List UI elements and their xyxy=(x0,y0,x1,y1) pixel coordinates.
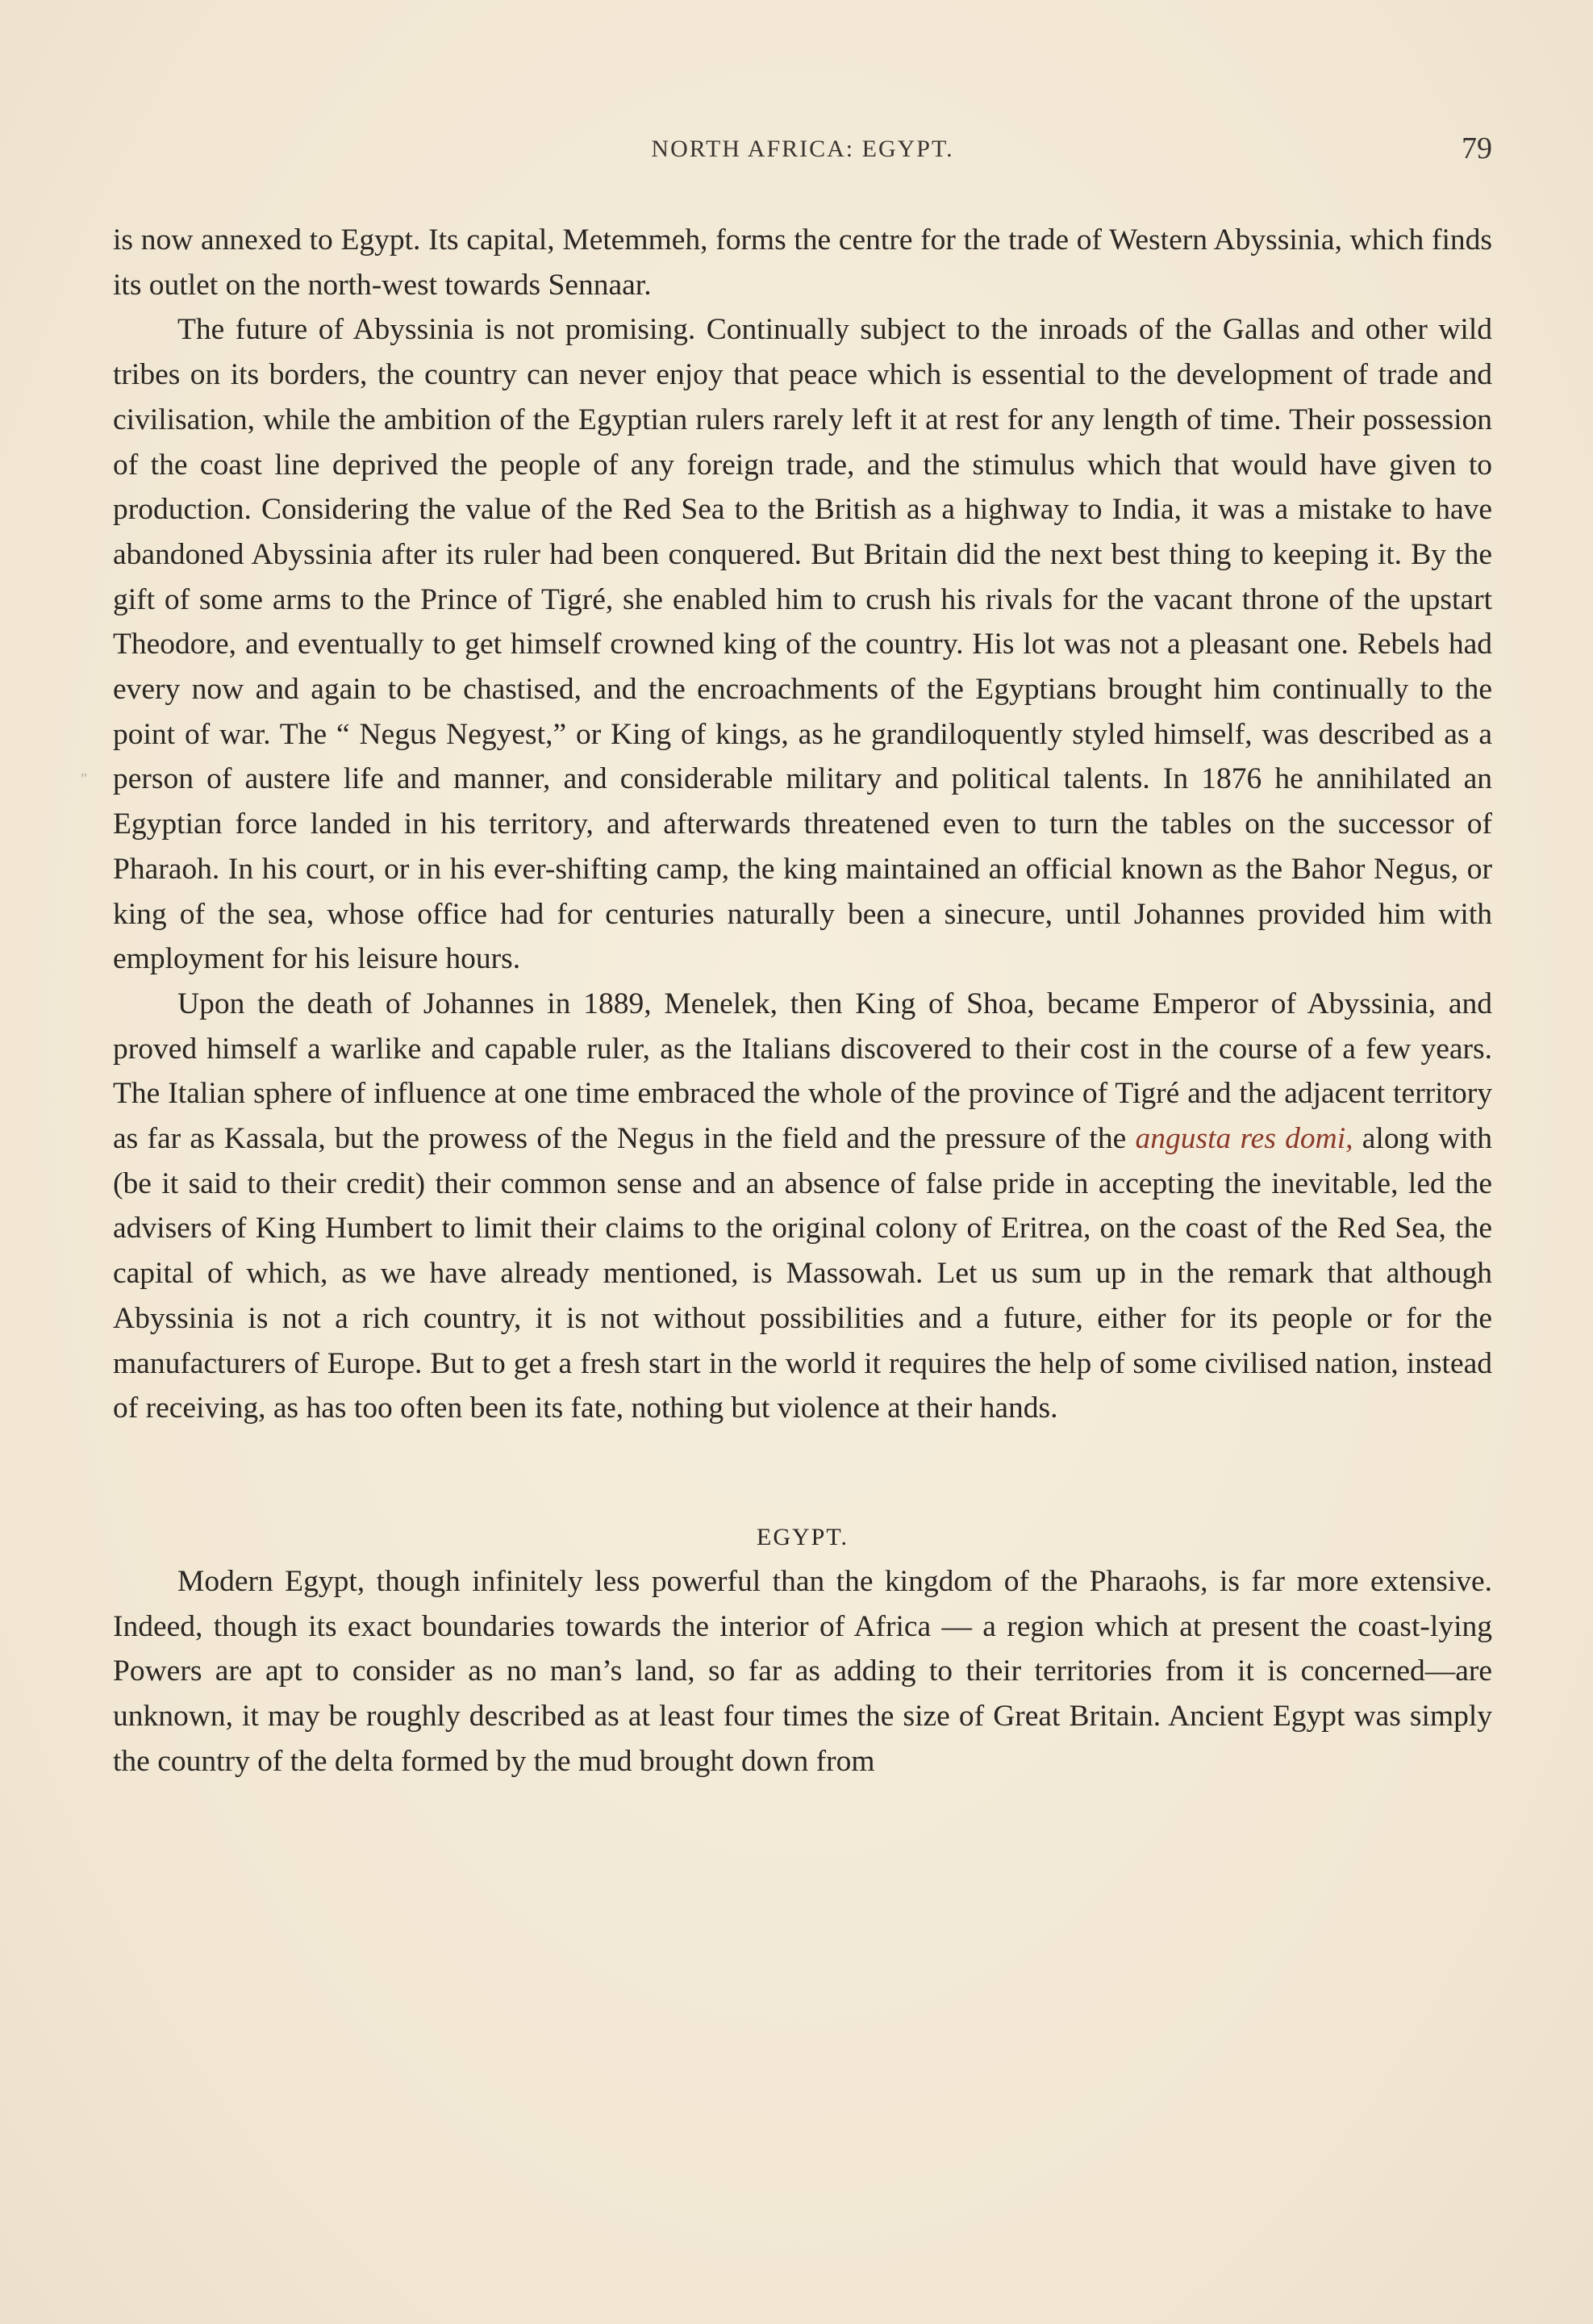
section-heading-egypt: EGYPT. xyxy=(757,1523,849,1550)
paragraph-menelek xyxy=(113,982,1492,1431)
latin-phrase: angusta res domi, xyxy=(1135,1122,1353,1156)
paragraph-metemmeh: is now annexed to Egypt. Its capital, Metemmeh, forms the centre for the trade of Western Abyssinia, which finds its outlet on the north-west towards Sennaar. xyxy=(113,223,1492,302)
body-text xyxy=(113,218,1492,1784)
margin-mark: ″ xyxy=(81,770,88,788)
paragraph-menelek-after: along with (be it said to their credit) their common sense and an absence of false pride in accepting the inevitable, led the advisers of King Humbert to limit their claims to the original colony of Eritrea, on the coast of the Red Sea, the capital of which, as we have already mentioned, is Massowah. Let us sum up in the remark that although Abyssinia is not a rich country, it is not without possibilities and a future, either for its people or for the manufacturers of Europe. But to get a fresh start in the world it requires the help of some civilised nation, instead of receiving, as has too often been its fate, nothing but violence at their hands. xyxy=(113,1122,1492,1425)
paragraph-future-of-abyssinia: The future of Abyssinia is not promising. Continually subject to the inroads of the Gallas and other wild tribes on its borders, the country can never enjoy that peace which is essential to the development of trade and civilisation, while the ambition of the Egyptian rulers rarely left it at rest for any length of time. Their possession of the coast line deprived the people of any foreign trade, and the stimulus which that would have given to production. Considering the value of the Red Sea to the British as a highway to India, it was a mistake to have abandoned Abyssinia after its ruler had been conquered. But Britain did the next best thing to keeping it. By the gift of some arms to the Prince of Tigré, she enabled him to crush his rivals for the vacant throne of the upstart Theodore, and eventually to get himself crowned king of the country. His lot was not a pleasant one. Rebels had every now and again to be chastised, and the encroachments of the Egyptians brought him continually to the point of war. The “ Negus Negyest,” or King of kings, as he grandiloquently styled himself, was described as a person of austere life and manner, and considerable military and political talents. In 1876 he annihilated an Egyptian force landed in his territory, and afterwards threatened even to turn the tables on the successor of Pharaoh. In his court, or in his ever-shifting camp, the king maintained an official known as the Bahor Negus, or king of the sea, whose office had for centuries naturally been a sinecure, until Johannes provided him with employment for his leisure hours. xyxy=(113,313,1492,976)
page-number: 79 xyxy=(1462,131,1492,165)
page-header xyxy=(113,131,1492,176)
running-head: NORTH AFRICA: EGYPT. xyxy=(651,136,954,162)
paragraph-modern-egypt: Modern Egypt, though infinitely less powerful than the kingdom of the Pharaohs, is far more extensive. Indeed, though its exact boundaries towards the interior of Africa — a region which at present the coast-lying Powers are apt to consider as no man’s land, so far as adding to their territories from it is concerned—are unknown, it may be roughly described as at least four times the size of Great Britain. Ancient Egypt was simply the country of the delta formed by the mud brought down from xyxy=(113,1564,1492,1778)
paragraph-menelek-before: Upon the death of Johannes in 1889, Menelek, then King of Shoa, became Emperor of Abyssinia, and proved himself a warlike and capable ruler, as the Italians discovered to their cost in the course of a few years. The Italian sphere of influence at one time embraced the whole of the province of Tigré and the adjacent territory as far as Kassala, but the prowess of the Negus in the field and the pressure of the xyxy=(113,987,1492,1156)
